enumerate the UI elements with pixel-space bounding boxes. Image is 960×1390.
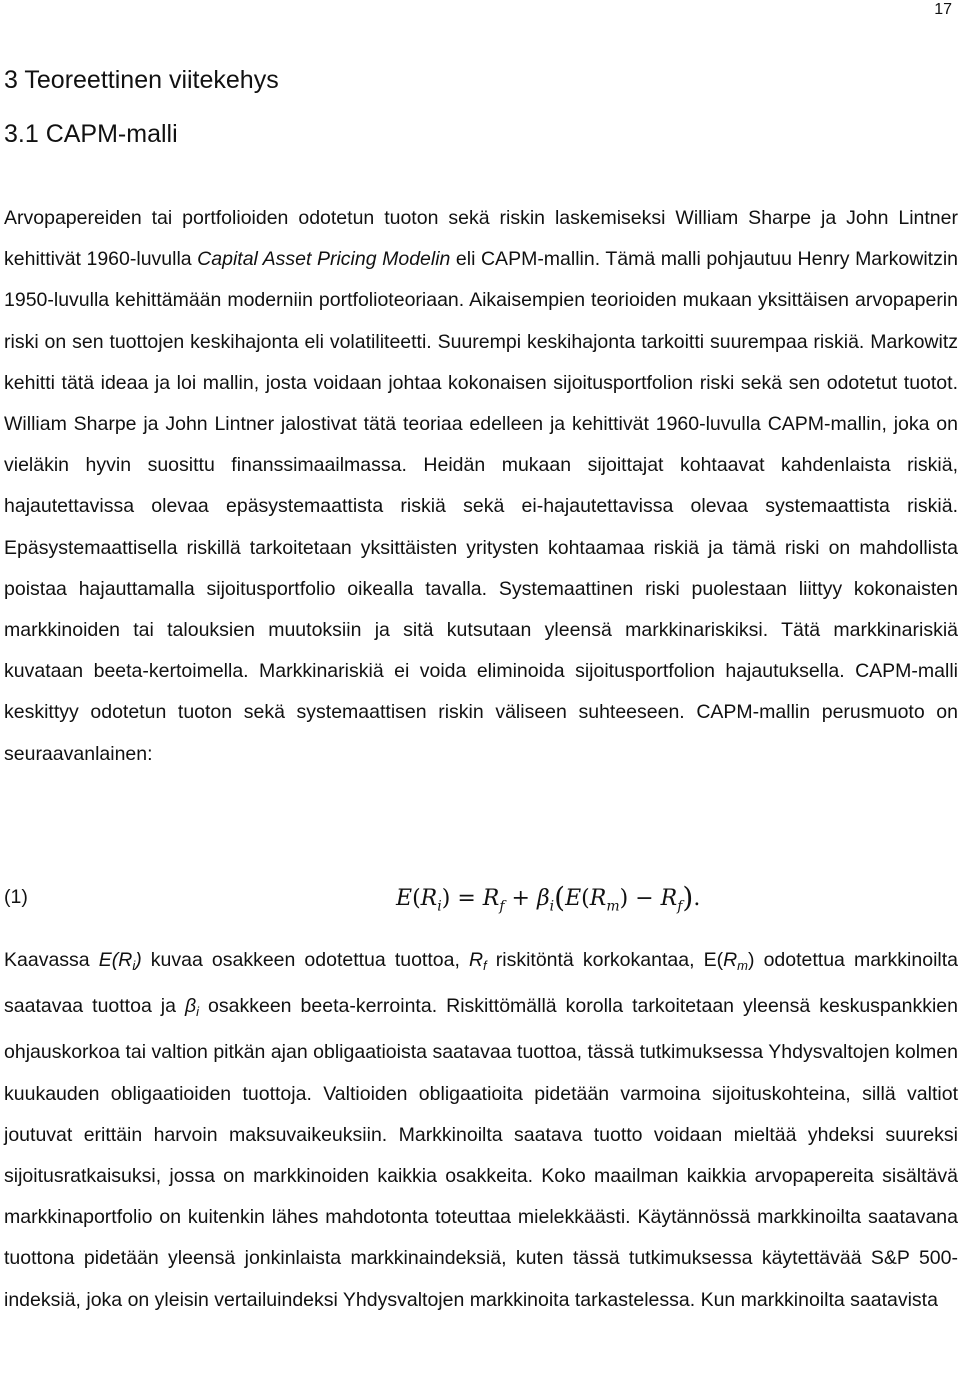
capm-formula: $E(R_i) = R_f + \beta_i(E(R_m) - R_f)$. <box>396 881 701 915</box>
paragraph-intro <box>4 198 958 775</box>
paragraph-intro-part-b: eli CAPM-mallin. Tämä malli pohjautuu Henry Markowitzin 1950-luvulla kehittämään moderniin portfolioteoriaan. Aikaisempien teorioiden mukaan yksittäisen arvopaperin riski on sen tuottojen keskihajonta eli volatiliteetti. Suurempi keskihajonta tarkoitti suurempaa riskiä. Markowitz kehitti tätä ideaa ja loi mallin, josta voidaan johtaa kokonaisen sijoitusportfolion riski sekä sen odotetut tuotot. William Sharpe ja John Lintner jalostivat tätä teoriaa edelleen ja kehittivät 1960-luvulla CAPM-mallin, joka on vieläkin hyvin suosittu finanssimaailmassa. Heidän mukaan sijoittajat kohtaavat kahdenlaista riskiä, hajautettavissa olevaa epäsystemaattista riskiä sekä ei-hajautettavissa olevaa systemaattista riskiä. Epäsystemaattisella riskillä tarkoitetaan yksittäisten yritysten kohtaamaa riskiä ja tämä riski on mahdollista poistaa hajauttamalla sijoitusportfolio oikealla tavalla. Systemaattinen riski puolestaan liittyy kokonaisten markkinoiden tai talouksien muutoksiin ja sitä kutsutaan yleensä markkinariskiksi. Tätä markkinariskiä kuvataan beeta-kertoimella. Markkinariskiä ei voida eliminoida sijoitusportfolion hajautuksella. CAPM-malli keskittyy odotetun tuoton sekä systemaattisen riskin väliseen suhteeseen. CAPM-mallin perusmuoto on seuraavanlainen: <box>4 248 958 765</box>
paragraph-explanation: Kaavassa $E(R_i)$ kuvaa osakkeen odotettua tuottoa, $R_f$ riskitöntä korkokantaa, $E(R_m)$ odotettua markkinoilta saatavaa tuottoa ja $\beta_i$ osakkeen beeta-kerrointa. Riskittömällä korolla tarkoitetaan yleensä keskuspankkien ohjauskorkoa tai valtion pitkän ajan obligaatioista saatavaa tuottoa, tässä tutkimuksessa Yhdysvaltojen kolmen kuukauden obligaatioiden tuottoja. Valtioiden obligaatioita pidetään varmoina sijoituskohteina, sillä valtiot joutuvat erittäin harvoin maksuvaikeuksiin. Markkinoilta saatava tuotto voidaan mieltää yhdeksi suureksi sijoitusratkaisuksi, jossa on markkinoiden kaikkia osakkeita. Koko maailman kaikkia arvopapereita sisältävä markkinaportfolio on kuitenkin lähes mahdotonta toteuttaa mielekkäästi. Käytännössä markkinoilta saatavana tuottona pidetään yleensä jonkinlaista markkinaindeksiä, kuten tässä tutkimuksessa käytettävää S&P 500-indeksiä, joka on yleisin vertailuindeksi Yhdysvaltojen markkinoita tarkastelessa. Kun markkinoilta saatavista <box>4 949 959 1311</box>
chapter-heading: 3 Teoreettinen viitekehys <box>4 66 279 94</box>
section-heading: 3.1 CAPM-malli <box>4 120 178 148</box>
page-number: 17 <box>934 1 952 18</box>
model-name-italic: Capital Asset Pricing Modelin <box>197 248 451 271</box>
equation-row <box>4 878 958 922</box>
equation-number: (1) <box>4 886 28 908</box>
paragraph-intro-part-a: Arvopapereiden tai portfolioiden odotetun tuoton sekä riskin laskemiseksi William Sharpe ja John Lintner kehittivät 1960-luvulla <box>4 207 958 271</box>
